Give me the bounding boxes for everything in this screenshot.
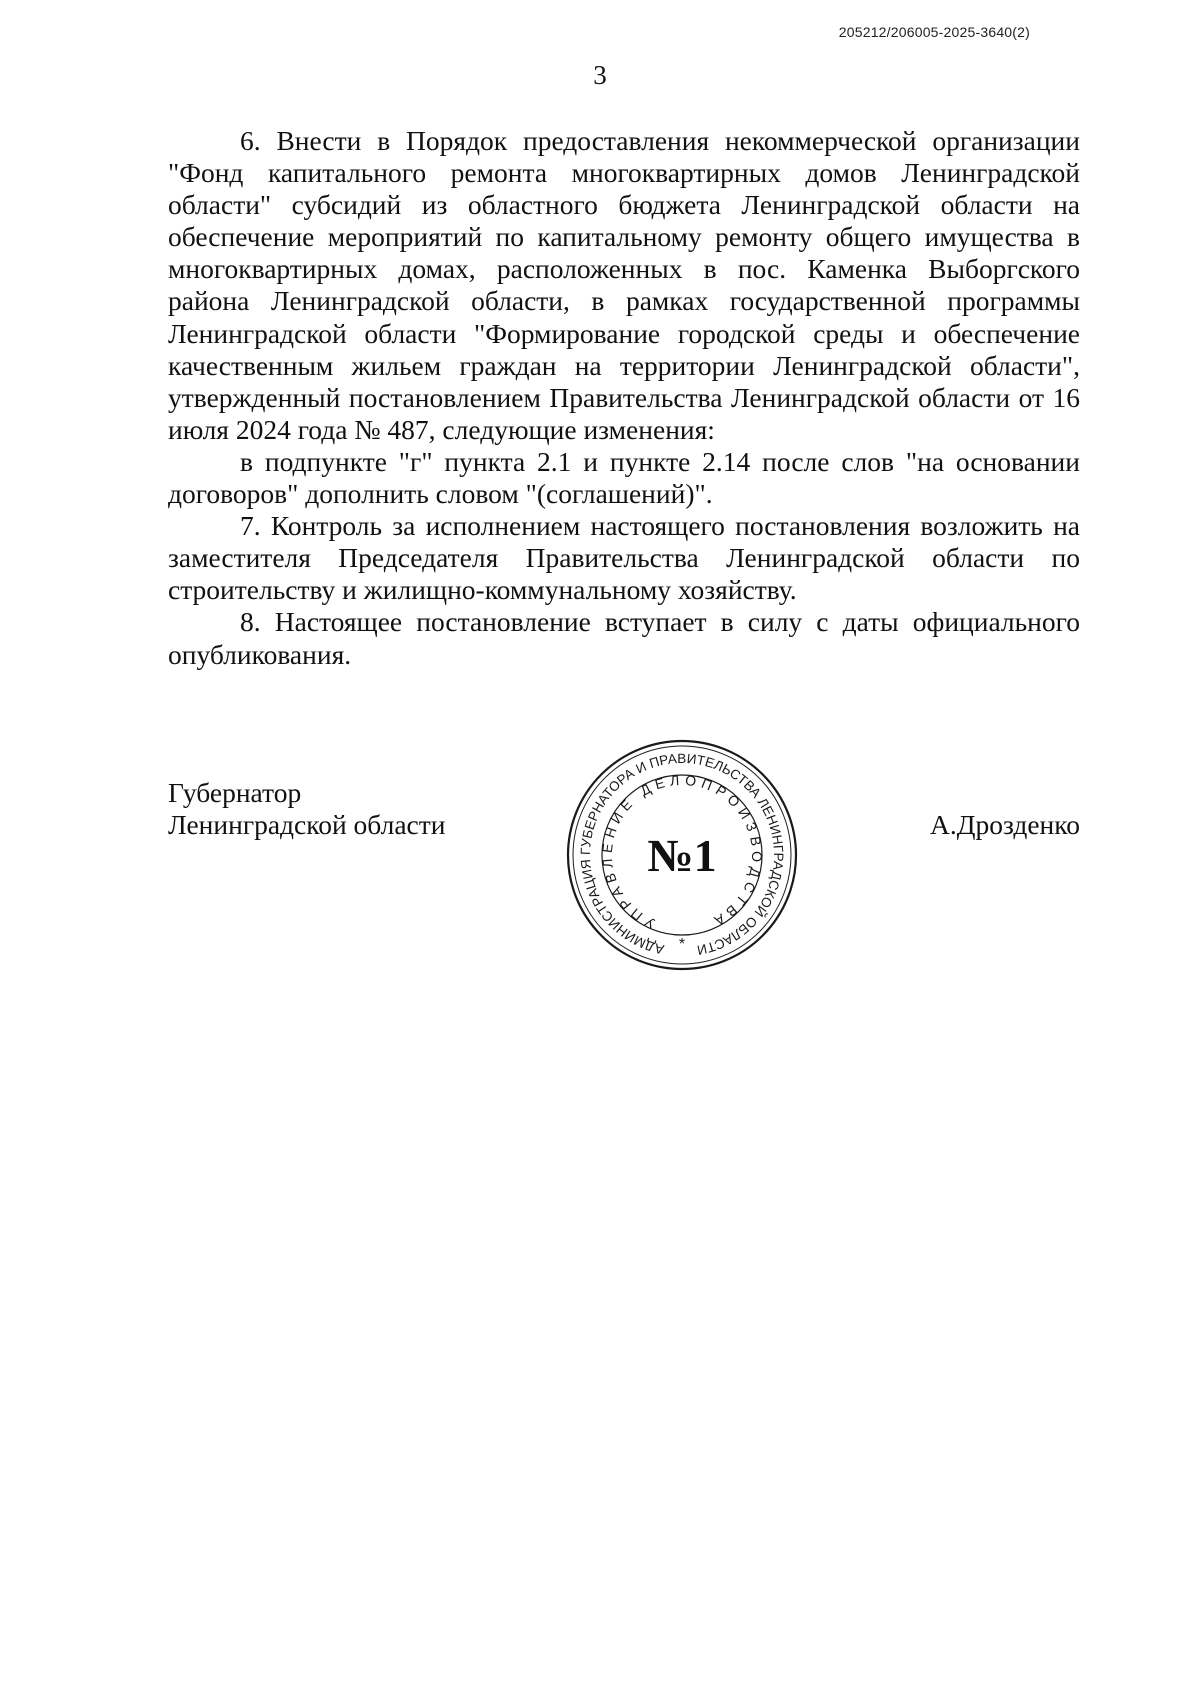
signatory-title — [168, 777, 445, 841]
seal-center-number: №1 — [647, 830, 717, 881]
seal-outer-text: АДМИНИСТРАЦИЯ ГУБЕРНАТОРА И ПРАВИТЕЛЬСТВА ЛЕНИНГРАДСКОЙ ОБЛАСТИ — [577, 750, 787, 958]
paragraph-item-8: 8. Настоящее постановление вступает в силу с даты официального опубликования. — [168, 606, 1080, 670]
official-seal-stamp — [562, 735, 802, 975]
paragraph-subitem: в подпункте "г" пункта 2.1 и пункте 2.14 после слов "на основании договоров" дополнить словом "(соглашений)". — [168, 445, 1080, 510]
signatory-title-line2: Ленинградской области — [168, 809, 446, 840]
document-body — [168, 125, 1080, 671]
document-id: 205212/206005-2025-3640(2) — [838, 24, 1030, 40]
page-number: 3 — [593, 60, 607, 90]
paragraph-item-6: 6. Внести в Порядок предоставления некоммерческой организации "Фонд капитального ремонта многоквартирных домов Ленинградской области" субсидий из областного бюджета Ленинградской области на обеспечение мероприятий по капитальному ремонту общего имущества в многоквартирных домах, расположенных в пос. Каменка Выборгского района Ленинградской области, в рамках государственной программы Ленинградской области "Формирование городской среды и обеспечение качественным жильем граждан на территории Ленинградской области", утвержденный постановлением Правительства Ленинградской области от 16 июля 2024 года № 487, следующие изменения: — [168, 125, 1080, 445]
seal-inner-text: УПРАВЛЕНИЕ ДЕЛОПРОИЗВОДСТВА — [598, 771, 766, 932]
paragraph-item-7: 7. Контроль за исполнением настоящего постановления возложить на заместителя Председателя Правительства Ленинградской области по строительству и жилищно-коммунальному хозяйству. — [168, 510, 1080, 606]
signatory-name: А.Дрозденко — [930, 809, 1080, 840]
seal-star: * — [678, 936, 686, 953]
signatory-title-line1: Губернатор — [168, 777, 302, 808]
seal-graphic — [562, 735, 802, 975]
